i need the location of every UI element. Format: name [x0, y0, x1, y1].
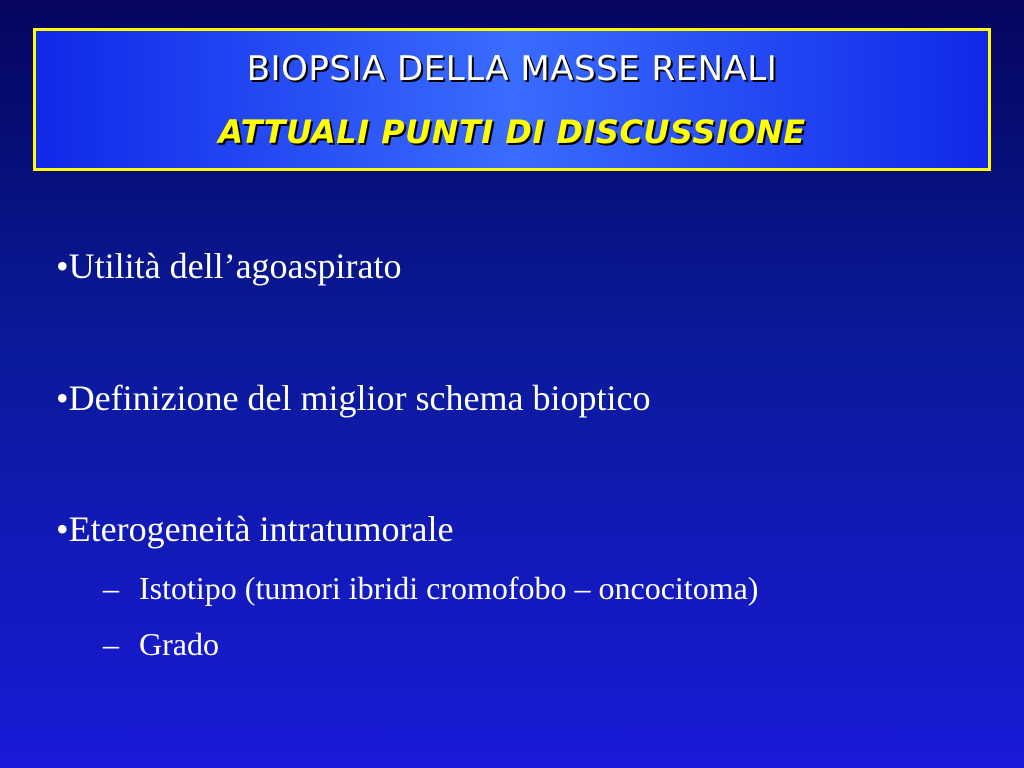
- sub-bullet-text: Istotipo (tumori ibridi cromofobo – oncocitoma): [139, 570, 759, 606]
- sub-bullet-grado: [103, 626, 219, 663]
- bullet-item-eterogeneita: [56, 508, 453, 550]
- sub-bullet-marker: –: [103, 570, 119, 606]
- bullet-marker: •: [56, 246, 69, 286]
- slide-subtitle: ATTUALI PUNTI DI DISCUSSIONE: [218, 113, 806, 151]
- bullet-item-agoaspirato: [56, 245, 402, 287]
- sub-bullet-marker: –: [103, 626, 119, 662]
- slide-title: BIOPSIA DELLA MASSE RENALI: [246, 49, 778, 89]
- title-box: [33, 28, 991, 171]
- sub-bullet-istotipo: [103, 570, 758, 607]
- bullet-marker: •: [56, 509, 69, 549]
- bullet-text: Definizione del miglior schema bioptico: [68, 378, 651, 418]
- bullet-item-schema-bioptico: [56, 377, 650, 419]
- bullet-marker: •: [56, 378, 69, 418]
- bullet-text: Utilità dell’agoaspirato: [68, 246, 402, 286]
- bullet-text: Eterogeneità intratumorale: [68, 509, 454, 549]
- sub-bullet-text: Grado: [139, 626, 219, 662]
